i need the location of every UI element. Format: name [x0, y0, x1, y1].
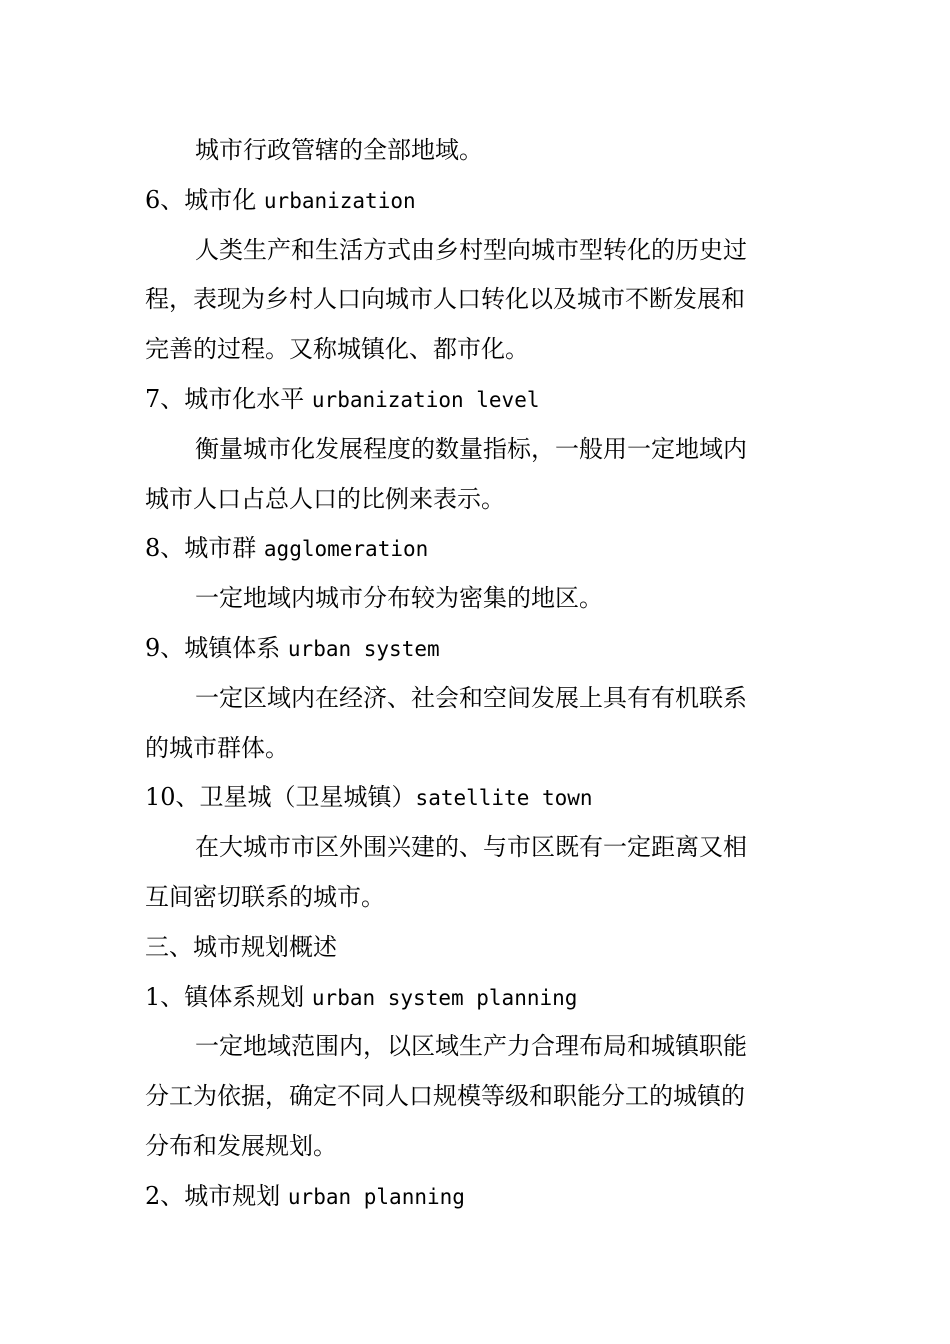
- term-english: urban system: [287, 636, 440, 661]
- term-english: satellite town: [415, 786, 593, 811]
- term-title: 7、城市化水平: [145, 384, 312, 413]
- line-text: 分工为依据，确定不同人口规模等级和职能分工的城镇的: [145, 1082, 745, 1111]
- term-english: agglomeration: [263, 537, 429, 562]
- section-heading: [145, 923, 805, 973]
- term-heading: [145, 176, 805, 226]
- term-english: urban system planning: [311, 985, 578, 1010]
- term-title: 2、城市规划: [145, 1181, 288, 1210]
- line-text: 一定地域内城市分布较为密集的地区。: [195, 584, 603, 613]
- paragraph-line: [145, 1022, 805, 1072]
- term-title: 9、城镇体系: [145, 633, 288, 662]
- term-heading: [145, 624, 805, 674]
- term-english: urban planning: [287, 1184, 465, 1209]
- line-text: 衡量城市化发展程度的数量指标，一般用一定地域内: [195, 434, 747, 463]
- paragraph-line: [145, 674, 805, 724]
- paragraph-line: [145, 724, 805, 774]
- term-heading: [145, 973, 805, 1023]
- paragraph-line: [145, 425, 805, 475]
- paragraph-line: [145, 823, 805, 873]
- line-text: 一定区域内在经济、社会和空间发展上具有有机联系: [195, 683, 747, 712]
- paragraph-line: [145, 475, 805, 525]
- section-title: 三、城市规划概述: [145, 932, 337, 961]
- line-text: 互间密切联系的城市。: [145, 882, 385, 911]
- term-heading: [145, 375, 805, 425]
- paragraph-line: [145, 574, 805, 624]
- term-title: 1、镇体系规划: [145, 982, 312, 1011]
- term-title: 10、卫星城（卫星城镇）: [145, 783, 416, 812]
- paragraph-line: [145, 873, 805, 923]
- paragraph-line: [145, 126, 805, 176]
- term-heading: [145, 773, 805, 823]
- term-title: 8、城市群: [145, 534, 264, 563]
- line-text: 程，表现为乡村人口向城市人口转化以及城市不断发展和: [145, 285, 745, 314]
- line-text: 人类生产和生活方式由乡村型向城市型转化的历史过: [195, 235, 747, 264]
- term-english: urbanization level: [311, 387, 540, 412]
- term-heading: [145, 524, 805, 574]
- line-text: 的城市群体。: [145, 733, 289, 762]
- document-body: [145, 126, 805, 1222]
- paragraph-line: [145, 1122, 805, 1172]
- line-text: 在大城市市区外围兴建的、与市区既有一定距离又相: [195, 833, 747, 862]
- paragraph-line: [145, 275, 805, 325]
- term-heading: [145, 1172, 805, 1222]
- line-text: 城市行政管辖的全部地域。: [195, 136, 483, 164]
- paragraph-line: [145, 226, 805, 276]
- line-text: 分布和发展规划。: [145, 1131, 337, 1160]
- line-text: 完善的过程。又称城镇化、都市化。: [145, 335, 529, 364]
- line-text: 一定地域范围内，以区域生产力合理布局和城镇职能: [195, 1032, 747, 1061]
- line-text: 城市人口占总人口的比例来表示。: [145, 484, 505, 513]
- paragraph-line: [145, 1072, 805, 1122]
- term-title: 6、城市化: [145, 185, 264, 214]
- term-english: urbanization: [263, 188, 416, 213]
- paragraph-line: [145, 325, 805, 375]
